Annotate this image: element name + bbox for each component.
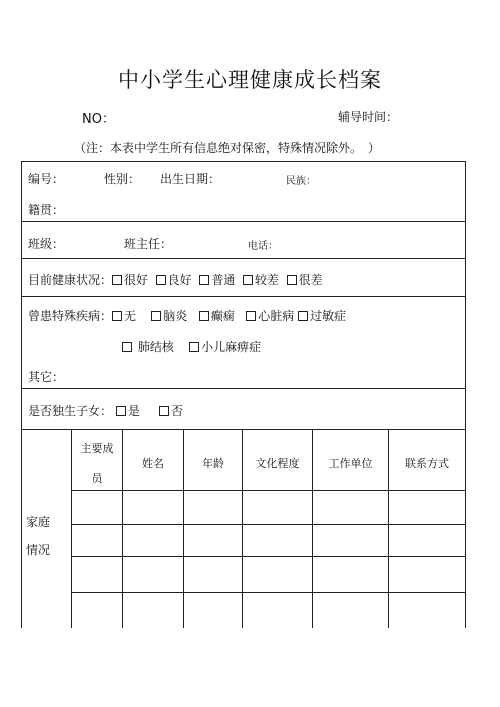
- head-teacher-label: 班主任：: [124, 237, 173, 251]
- checkbox-icon: [122, 342, 132, 352]
- checkbox-icon: [112, 311, 122, 321]
- record-number-label: NO：: [82, 112, 115, 127]
- checkbox-icon: [151, 311, 161, 321]
- checkbox-icon: [298, 311, 308, 321]
- checkbox-allergy[interactable]: 过敏症: [298, 309, 346, 323]
- family-header-age: 年龄: [202, 457, 224, 470]
- checkbox-icon: [116, 406, 126, 416]
- checkbox-icon: [112, 275, 122, 285]
- page-title: 中小学生心理健康成长档案: [118, 68, 382, 92]
- health-status-label: 目前健康状况：: [28, 273, 113, 287]
- checkbox-icon: [189, 342, 199, 352]
- checkbox-icon: [199, 311, 209, 321]
- family-header-education: 文化程度: [255, 457, 300, 470]
- family-header-name: 姓名: [142, 457, 164, 470]
- class-label: 班级：: [28, 237, 65, 251]
- checkbox-poor[interactable]: 较差: [243, 273, 279, 287]
- checkbox-icon: [159, 406, 169, 416]
- disease-row-1: [28, 307, 346, 324]
- family-section-label-1: 家庭: [26, 515, 51, 529]
- family-header-member-2: 员: [91, 472, 103, 485]
- checkbox-yes[interactable]: 是: [116, 404, 140, 418]
- confidentiality-note: （注：本表中学生所有信息绝对保密，特殊情况除外。 ）: [74, 141, 381, 155]
- checkbox-icon: [199, 275, 209, 285]
- checkbox-good[interactable]: 良好: [156, 273, 192, 287]
- checkbox-average[interactable]: 普通: [199, 273, 235, 287]
- checkbox-no[interactable]: 否: [159, 404, 183, 418]
- id-label: 编号：: [28, 172, 65, 186]
- checkbox-very-poor[interactable]: 很差: [287, 273, 323, 287]
- only-child-row: [28, 402, 183, 419]
- checkbox-none[interactable]: 无: [112, 309, 136, 323]
- checkbox-very-good[interactable]: 很好: [112, 273, 148, 287]
- checkbox-icon: [246, 311, 256, 321]
- checkbox-epilepsy[interactable]: 癫痫: [199, 309, 235, 323]
- checkbox-encephalitis[interactable]: 脑炎: [151, 309, 187, 323]
- disease-row-2: [122, 338, 261, 355]
- guidance-time-label: 辅导时间：: [338, 110, 399, 124]
- phone-label: 电话：: [248, 241, 278, 252]
- checkbox-icon: [156, 275, 166, 285]
- family-header-workplace: 工作单位: [328, 457, 373, 470]
- checkbox-tuberculosis[interactable]: 肺结核: [122, 340, 174, 354]
- origin-label: 籍贯：: [28, 203, 65, 217]
- disease-label: 曾患特殊疾病：: [28, 309, 113, 323]
- family-header-contact: 联系方式: [405, 457, 449, 470]
- only-child-label: 是否独生子女：: [28, 404, 113, 418]
- family-header-member-1: 主要成: [80, 442, 114, 455]
- checkbox-polio[interactable]: 小儿麻痹症: [189, 340, 261, 354]
- checkbox-icon: [243, 275, 253, 285]
- gender-label: 性别：: [104, 172, 141, 186]
- checkbox-icon: [287, 275, 297, 285]
- health-status-row: [28, 271, 323, 288]
- birth-date-label: 出生日期：: [160, 172, 221, 186]
- other-disease-label: 其它：: [28, 370, 65, 384]
- family-section-label-2: 情况: [26, 543, 51, 557]
- checkbox-heart-disease[interactable]: 心脏病: [246, 309, 294, 323]
- ethnicity-label: 民族：: [286, 176, 316, 187]
